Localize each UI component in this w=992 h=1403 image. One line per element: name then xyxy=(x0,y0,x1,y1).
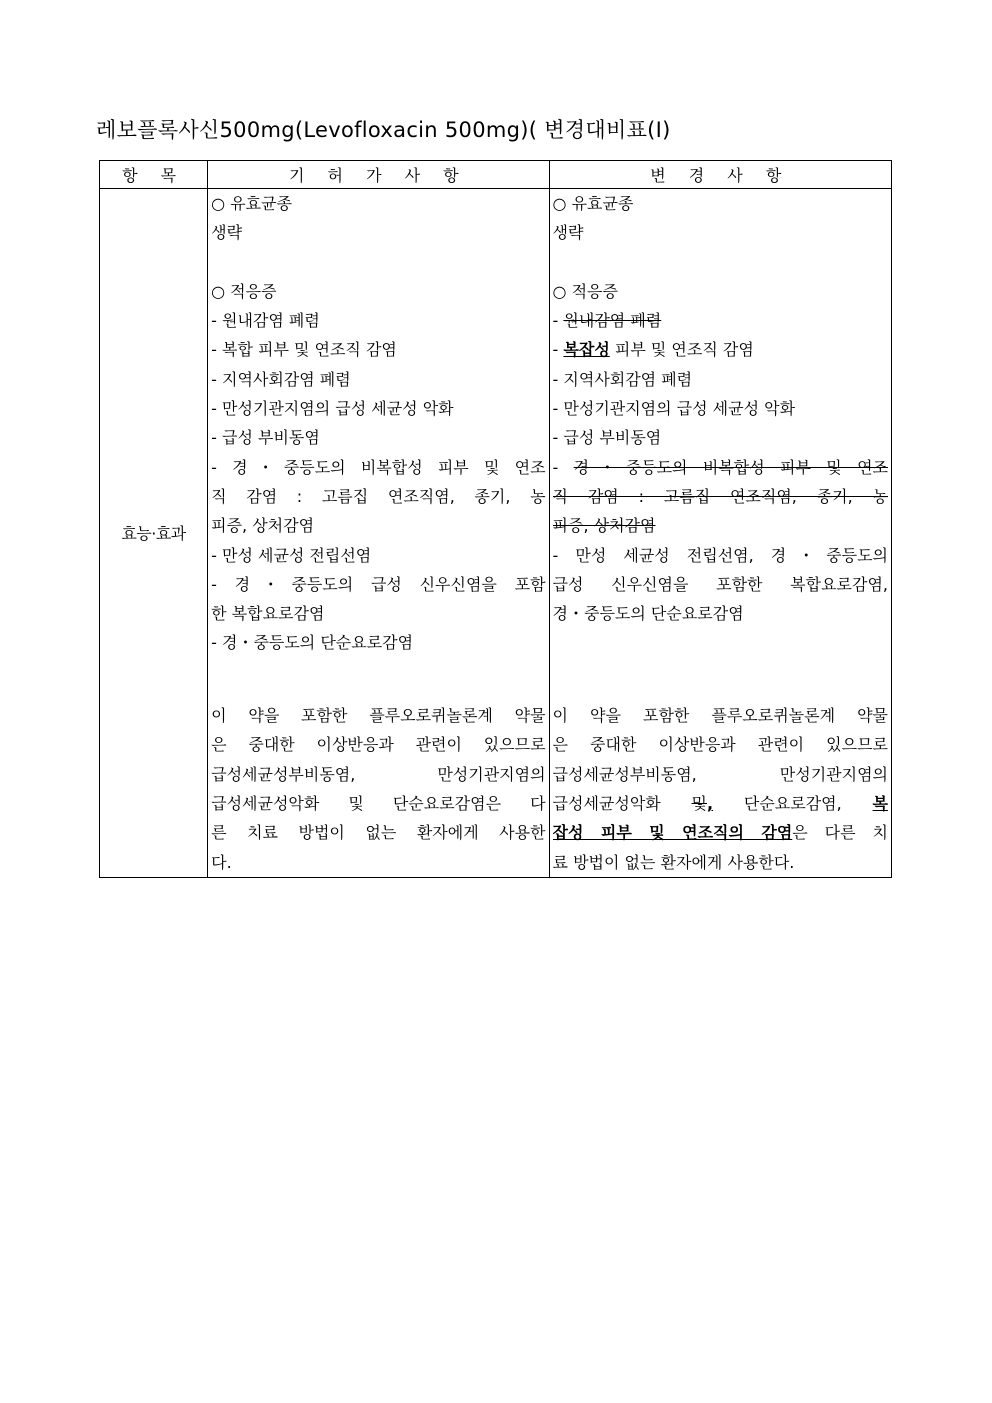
current-indication: - 원내감염 폐렴 xyxy=(211,311,320,331)
header-change: 변 경 사 항 xyxy=(549,161,891,189)
change-warning-line: 급성세균성악화 및, 단순요로감염, 복 xyxy=(552,793,888,813)
current-indication: 직 감염 : 고름집 연조직염, 종기, 농 xyxy=(211,486,546,506)
current-indication: - 지역사회감염 폐렴 xyxy=(211,369,351,389)
deleted-text: 경・중등도의 비복합성 피부 및 연조 xyxy=(573,457,888,477)
deleted-text: 원내감염 폐렴 xyxy=(563,311,662,331)
change-indication: - 만성기관지염의 급성 세균성 악화 xyxy=(552,399,796,419)
row-label: 효능·효과 xyxy=(100,189,208,878)
change-indication: - 복잡성 피부 및 연조직 감염 xyxy=(552,340,754,360)
change-omit: 생략 xyxy=(552,223,584,243)
change-warning-line: 이 약을 포함한 플루오로퀴놀론계 약물 xyxy=(552,706,888,726)
change-warning-line: 잡성 피부 및 연조직의 감염은 다른 치 xyxy=(552,823,888,843)
current-indication: - 만성기관지염의 급성 세균성 악화 xyxy=(211,399,454,419)
current-indication: 피증, 상처감염 xyxy=(211,516,315,536)
change-cell xyxy=(549,189,891,878)
change-indication: 경・중등도의 단순요로감염 xyxy=(552,604,744,624)
current-indication: - 만성 세균성 전립선염 xyxy=(211,545,372,565)
current-warning-line: 은 중대한 이상반응과 관련이 있으므로 xyxy=(211,735,546,755)
inserted-text: 복 xyxy=(872,793,888,813)
change-indication: - 지역사회감염 폐렴 xyxy=(552,369,693,389)
current-indication: - 급성 부비동염 xyxy=(211,428,320,448)
table-row xyxy=(100,189,892,878)
change-warning-line: 급성세균성부비동염, 만성기관지염의 xyxy=(552,764,888,784)
current-indication: - 복합 피부 및 연조직 감염 xyxy=(211,340,397,360)
current-organism-heading: ○ 유효균종 xyxy=(211,194,292,213)
change-warning-line: 은 중대한 이상반응과 관련이 있으므로 xyxy=(552,735,888,755)
current-indication: 한 복합요로감염 xyxy=(211,604,325,624)
change-indication: 급성 신우신염을 포함한 복합요로감염, xyxy=(552,574,888,594)
current-omit: 생략 xyxy=(211,223,243,243)
table-header-row xyxy=(100,161,892,189)
current-warning-line: 급성세균성부비동염, 만성기관지염의 xyxy=(211,764,546,784)
change-indication: - 급성 부비동염 xyxy=(552,428,662,448)
current-warning-line: 이 약을 포함한 플루오로퀴놀론계 약물 xyxy=(211,706,546,726)
current-warning-line: 급성세균성악화 및 단순요로감염은 다 xyxy=(211,793,546,813)
inserted-text: 복잡성 xyxy=(563,340,610,360)
change-indication-deleted: 피증, 상처감염 xyxy=(552,516,656,536)
header-current: 기 허 가 사 항 xyxy=(208,161,549,189)
inserted-text: , xyxy=(707,793,714,813)
change-indication-deleted: - 원내감염 폐렴 xyxy=(552,311,662,331)
deleted-text: 및 xyxy=(691,793,708,813)
change-indication-deleted: - 경・중등도의 비복합성 피부 및 연조 xyxy=(552,457,888,477)
document-title: 레보플록사신500mg(Levofloxacin 500mg)( 변경대비표(I) xyxy=(96,118,671,142)
inserted-text: 잡성 피부 및 연조직의 감염 xyxy=(552,823,793,843)
change-indication: - 만성 세균성 전립선염, 경・중등도의 xyxy=(552,545,888,565)
change-indication-deleted: 직 감염 : 고름집 연조직염, 종기, 농 xyxy=(552,486,888,506)
current-warning-line: 른 치료 방법이 없는 환자에게 사용한 xyxy=(211,823,546,843)
current-indication: - 경・중등도의 비복합성 피부 및 연조 xyxy=(211,457,546,477)
current-indication: - 경・중등도의 단순요로감염 xyxy=(211,633,414,653)
comparison-table xyxy=(99,160,892,878)
change-indication-heading: ○ 적응증 xyxy=(552,281,618,301)
current-warning-line: 다. xyxy=(211,852,232,872)
current-indication: - 경・중등도의 급성 신우신염을 포함 xyxy=(211,574,546,594)
header-item: 항 목 xyxy=(100,161,208,189)
change-warning-line: 료 방법이 없는 환자에게 사용한다. xyxy=(552,852,795,872)
current-cell xyxy=(208,189,549,878)
current-indication-heading: ○ 적응증 xyxy=(211,281,277,301)
change-organism-heading: ○ 유효균종 xyxy=(552,194,634,213)
